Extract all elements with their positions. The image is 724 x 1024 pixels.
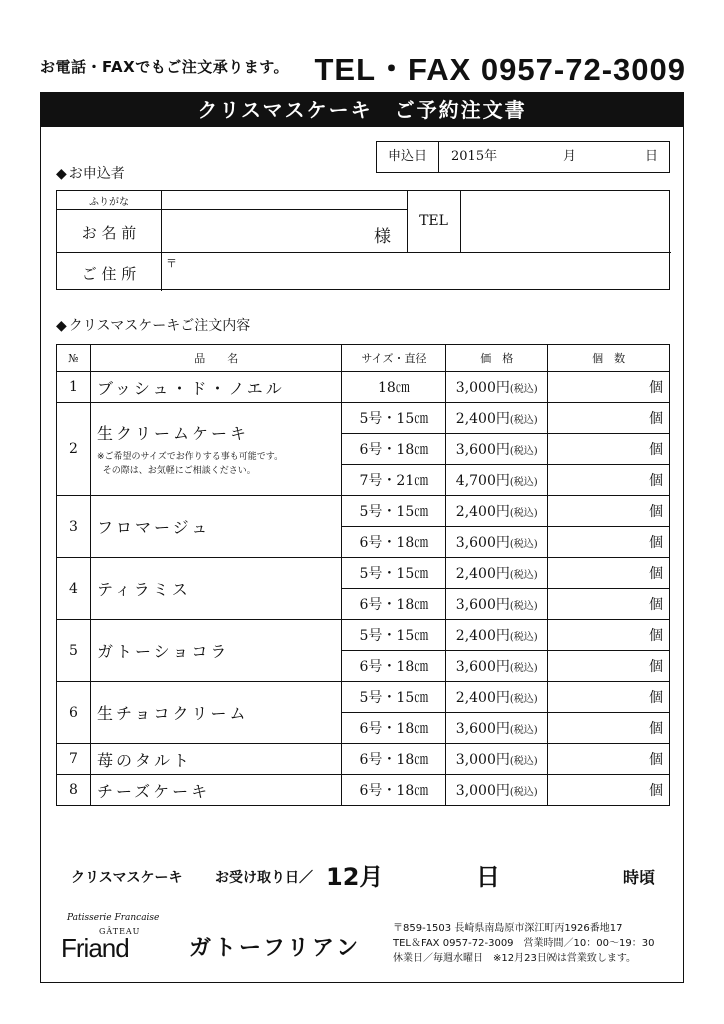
item-name: 生チョコクリーム — [90, 682, 342, 744]
item-size: 6号・18㎝ — [342, 589, 446, 620]
pickup-day: 日 — [476, 863, 500, 891]
item-price: 2,400円(税込) — [446, 682, 548, 713]
quantity-field[interactable]: 個 — [548, 465, 670, 496]
item-size: 6号・18㎝ — [342, 713, 446, 744]
item-no: 7 — [57, 744, 91, 775]
item-price: 3,600円(税込) — [446, 651, 548, 682]
quantity-field[interactable]: 個 — [548, 775, 670, 806]
diamond-icon: ◆ — [56, 166, 67, 182]
quantity-field[interactable]: 個 — [548, 403, 670, 434]
pickup-date-row[interactable] — [71, 855, 661, 895]
pickup-label: クリスマスケーキ — [71, 870, 183, 886]
item-size: 6号・18㎝ — [342, 744, 446, 775]
honorific-sama: 様 — [374, 227, 391, 247]
top-banner — [40, 44, 690, 87]
postal-mark: 〒 — [166, 257, 177, 270]
item-size: 5号・15㎝ — [342, 403, 446, 434]
quantity-field[interactable]: 個 — [548, 620, 670, 651]
item-name: チーズケーキ — [90, 775, 342, 806]
pickup-time: 時頃 — [622, 868, 655, 887]
col-name: 品 名 — [90, 345, 342, 372]
quantity-field[interactable]: 個 — [548, 589, 670, 620]
item-price: 3,600円(税込) — [446, 713, 548, 744]
name-field[interactable] — [162, 210, 407, 252]
shop-address-block — [393, 921, 654, 966]
shop-logo: Patisserie Francaise GÂTEAU Friand — [61, 913, 160, 963]
item-name-cell — [90, 403, 342, 496]
furigana-field[interactable] — [162, 191, 407, 209]
col-no: № — [57, 345, 91, 372]
date-month: 月 — [563, 149, 577, 164]
phone-fax-notice: お電話・FAXでもご注文承ります。 — [40, 58, 290, 76]
item-size: 6号・18㎝ — [342, 527, 446, 558]
item-price: 3,000円(税込) — [446, 372, 548, 403]
item-size: 6号・18㎝ — [342, 651, 446, 682]
shop-name: ガトーフリアン — [189, 935, 362, 961]
item-price: 3,600円(税込) — [446, 434, 548, 465]
table-row — [57, 372, 670, 403]
item-name: フロマージュ — [90, 496, 342, 558]
table-row — [57, 775, 670, 806]
col-price: 価 格 — [446, 345, 548, 372]
form-title: クリスマスケーキ ご予約注文書 — [41, 93, 683, 127]
order-form — [40, 92, 684, 983]
quantity-field[interactable]: 個 — [548, 682, 670, 713]
item-no: 5 — [57, 620, 91, 682]
applicant-table — [56, 190, 670, 290]
custom-size-note: ※ご希望のサイズでお作りする事も可能です。 その際は、お気軽にご相談ください。 — [96, 451, 284, 476]
table-row — [57, 744, 670, 775]
item-name: 苺のタルト — [90, 744, 342, 775]
item-name: ティラミス — [90, 558, 342, 620]
table-row — [57, 496, 670, 527]
tel-field[interactable] — [461, 191, 671, 252]
table-row — [57, 620, 670, 651]
furigana-label: ふりがな — [89, 197, 129, 208]
diamond-icon: ◆ — [56, 318, 67, 334]
quantity-field[interactable]: 個 — [548, 558, 670, 589]
item-no: 6 — [57, 682, 91, 744]
item-size: 5号・15㎝ — [342, 682, 446, 713]
item-size: 6号・18㎝ — [342, 434, 446, 465]
quantity-field[interactable]: 個 — [548, 527, 670, 558]
shop-address: 〒859-1503 長崎県南島原市深江町丙1926番地17 — [393, 923, 623, 934]
item-size: 5号・15㎝ — [342, 620, 446, 651]
address-label: ご 住 所 — [81, 265, 137, 283]
item-size: 7号・21㎝ — [342, 465, 446, 496]
item-price: 2,400円(税込) — [446, 558, 548, 589]
date-year: 2015年 — [451, 149, 498, 164]
quantity-field[interactable]: 個 — [548, 713, 670, 744]
quantity-field[interactable]: 個 — [548, 651, 670, 682]
item-price: 3,000円(税込) — [446, 775, 548, 806]
item-no: 2 — [57, 403, 91, 496]
shop-holiday: 休業日／毎週水曜日 ※12月23日㈷は営業致します。 — [393, 953, 637, 964]
quantity-field[interactable]: 個 — [548, 372, 670, 403]
orders-section-label: ◆ クリスマスケーキご注文内容 — [56, 318, 251, 334]
item-name: ブッシュ・ド・ノエル — [90, 372, 342, 403]
item-name: ガトーショコラ — [90, 620, 342, 682]
table-row — [57, 403, 670, 434]
item-price: 2,400円(税込) — [446, 496, 548, 527]
item-size: 5号・15㎝ — [342, 558, 446, 589]
item-price: 3,600円(税込) — [446, 589, 548, 620]
item-price: 4,700円(税込) — [446, 465, 548, 496]
item-no: 3 — [57, 496, 91, 558]
table-row — [57, 558, 670, 589]
item-price: 2,400円(税込) — [446, 620, 548, 651]
col-qty: 個 数 — [548, 345, 670, 372]
quantity-field[interactable]: 個 — [548, 434, 670, 465]
col-size: サイズ・直径 — [342, 345, 446, 372]
quantity-field[interactable]: 個 — [548, 496, 670, 527]
item-size: 6号・18㎝ — [342, 775, 446, 806]
applicant-section-label: ◆ お申込者 — [56, 166, 125, 182]
pickup-date-label: お受け取り日／ — [215, 870, 313, 886]
table-header-row — [57, 345, 670, 372]
item-no: 4 — [57, 558, 91, 620]
quantity-field[interactable]: 個 — [548, 744, 670, 775]
shop-footer — [59, 911, 669, 971]
orders-table — [56, 344, 670, 806]
item-name: 生クリームケーキ — [96, 423, 249, 443]
date-day: 日 — [645, 149, 659, 164]
tel-fax-number: TEL・FAX 0957-72-3009 — [314, 52, 686, 87]
address-field[interactable] — [162, 253, 671, 291]
item-no: 1 — [57, 372, 91, 403]
shop-contact: TEL＆FAX 0957-72-3009 営業時間／10：00～19：30 — [393, 938, 655, 949]
pickup-month: 12月 — [326, 863, 384, 891]
application-date[interactable] — [376, 141, 670, 173]
item-size: 5号・15㎝ — [342, 496, 446, 527]
tel-label: TEL — [419, 213, 448, 229]
item-price: 3,600円(税込) — [446, 527, 548, 558]
table-row — [57, 682, 670, 713]
date-label: 申込日 — [377, 142, 439, 172]
item-size: 18㎝ — [342, 372, 446, 403]
name-label: お 名 前 — [81, 224, 137, 242]
item-price: 3,000円(税込) — [446, 744, 548, 775]
item-no: 8 — [57, 775, 91, 806]
item-price: 2,400円(税込) — [446, 403, 548, 434]
